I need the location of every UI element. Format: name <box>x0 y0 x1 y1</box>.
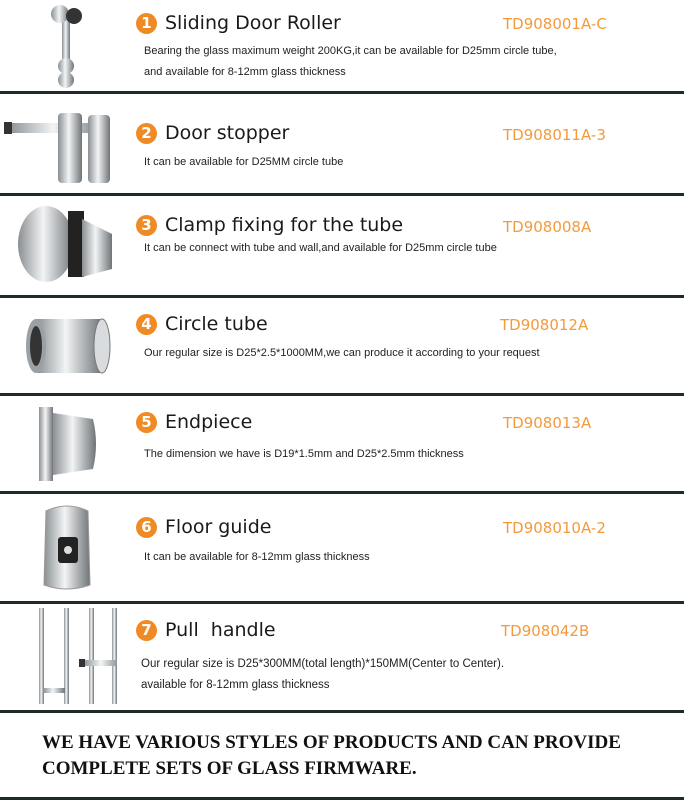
divider <box>0 193 684 196</box>
product-description: and available for 8-12mm glass thickness <box>144 66 346 78</box>
product-title <box>136 619 276 641</box>
number-badge: 7 <box>136 620 157 641</box>
product-title <box>136 12 341 34</box>
product-description: It can be connect with tube and wall,and available for D25mm circle tube <box>144 242 497 254</box>
footer-line-2: COMPLETE SETS OF GLASS FIRMWARE. <box>42 758 417 779</box>
number-badge: 5 <box>136 412 157 433</box>
product-code: TD908001A-C <box>503 15 607 33</box>
number-badge: 6 <box>136 517 157 538</box>
floor-guide-image <box>8 500 126 596</box>
divider <box>0 393 684 396</box>
divider <box>0 295 684 298</box>
product-description: available for 8-12mm glass thickness <box>141 679 330 691</box>
number-badge: 3 <box>136 215 157 236</box>
product-title-text: Sliding Door Roller <box>165 12 341 34</box>
product-title-text: Floor guide <box>165 516 272 538</box>
product-title-text: Endpiece <box>165 411 253 433</box>
divider <box>0 601 684 604</box>
product-code: TD908008A <box>503 218 592 236</box>
number-badge: 1 <box>136 13 157 34</box>
pull-handle-image <box>8 605 126 707</box>
product-title <box>136 214 403 236</box>
product-description: Our regular size is D25*300MM(total length)*150MM(Center to Center). <box>141 658 505 670</box>
divider <box>0 710 684 713</box>
product-code: TD908012A <box>500 316 589 334</box>
product-title <box>136 122 289 144</box>
product-description: Our regular size is D25*2.5*1000MM,we can produce it according to your request <box>144 347 540 359</box>
product-title-text: Door stopper <box>165 122 290 144</box>
roller-image <box>8 2 126 90</box>
endpiece-image <box>8 400 126 488</box>
footer-line-1: WE HAVE VARIOUS STYLES OF PRODUCTS AND CAN PROVIDE <box>42 732 621 753</box>
stopper-image <box>2 104 120 186</box>
product-code: TD908042B <box>501 622 590 640</box>
product-description: Bearing the glass maximum weight 200KG,it can be available for D25mm circle tube, <box>144 45 557 57</box>
divider <box>0 91 684 94</box>
product-title <box>136 411 252 433</box>
product-title-text: Pull handle <box>165 619 276 641</box>
product-title <box>136 516 271 538</box>
number-badge: 2 <box>136 123 157 144</box>
product-code: TD908011A-3 <box>503 126 606 144</box>
product-description: The dimension we have is D19*1.5mm and D25*2.5mm thickness <box>144 448 464 460</box>
product-description: It can be available for 8-12mm glass thickness <box>144 551 370 563</box>
product-title-text: Clamp fixing for the tube <box>165 214 404 236</box>
clamp-image <box>8 198 126 290</box>
divider <box>0 491 684 494</box>
product-title-text: Circle tube <box>165 313 268 335</box>
product-code: TD908010A-2 <box>503 519 606 537</box>
tube-image <box>8 300 126 390</box>
number-badge: 4 <box>136 314 157 335</box>
product-code: TD908013A <box>503 414 592 432</box>
footer-banner <box>42 730 621 782</box>
product-description: It can be available for D25MM circle tube <box>144 156 344 168</box>
product-title <box>136 313 268 335</box>
